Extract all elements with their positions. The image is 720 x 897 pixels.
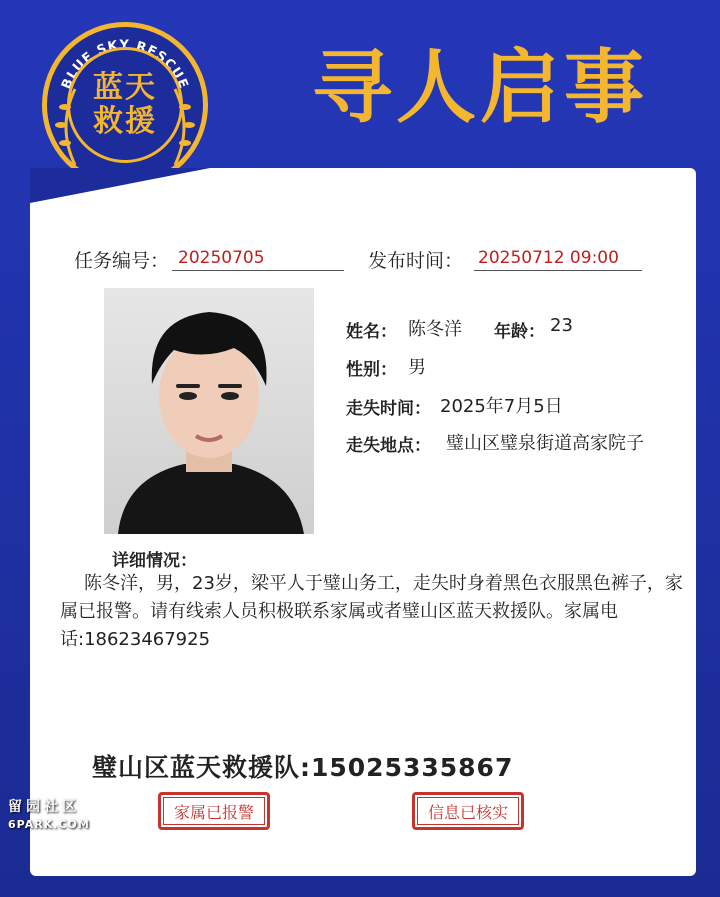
missing-time-label: 走失时间： [346,399,431,419]
details-text: 陈冬洋，男，23岁，梁平人于璧山务工，走失时身着黑色衣服黑色裤子，家属已报警。请有线索人员积极联系家属或者璧山区蓝天救援队。家属电话:18623467925 [60,573,683,650]
stamp-verified [412,792,524,830]
watermark-line1: 留园社区 [8,799,80,815]
task-number-label: 任务编号： [74,250,170,272]
missing-time-value: 2025年7月5日 [440,396,563,417]
stamp-reported-label: 家属已报警 [163,797,265,825]
watermark-line2: 6PARK.COM [8,818,90,831]
publish-time-label: 发布时间： [368,250,464,272]
name-label: 姓名： [346,322,397,342]
blue-sky-rescue-logo [42,22,208,188]
logo-line1: 蓝天 [93,70,157,105]
publish-time-underline [474,270,642,271]
task-number-value: 20250705 [178,248,265,268]
laurel-right-icon [169,87,197,167]
missing-place-value: 璧山区璧泉街道高家院子 [446,433,644,454]
missing-place-label: 走失地点： [346,436,431,456]
site-watermark [8,798,90,834]
task-number-underline [172,270,344,271]
poster-title: 寻人启事 [312,41,648,134]
gender-label: 性别： [346,360,397,380]
stamp-reported [158,792,270,830]
details-title: 详细情况： [112,551,197,571]
missing-person-photo [104,288,314,534]
age-value: 23 [550,315,573,336]
name-value: 陈冬洋 [408,319,462,340]
logo-line2: 救援 [93,104,157,139]
card-corner-cut [30,168,210,203]
laurel-left-icon [53,87,81,167]
age-label: 年龄： [494,322,545,342]
logo-inner-ring [67,47,183,163]
gender-value: 男 [408,357,426,378]
rescue-team-contact: 璧山区蓝天救援队:15025335867 [92,753,514,782]
svg-text:BLUE SKY RESCUE: BLUE SKY RESCUE [59,37,191,92]
publish-time-value: 20250712 09:00 [478,248,619,268]
stamp-verified-label: 信息已核实 [417,797,519,825]
